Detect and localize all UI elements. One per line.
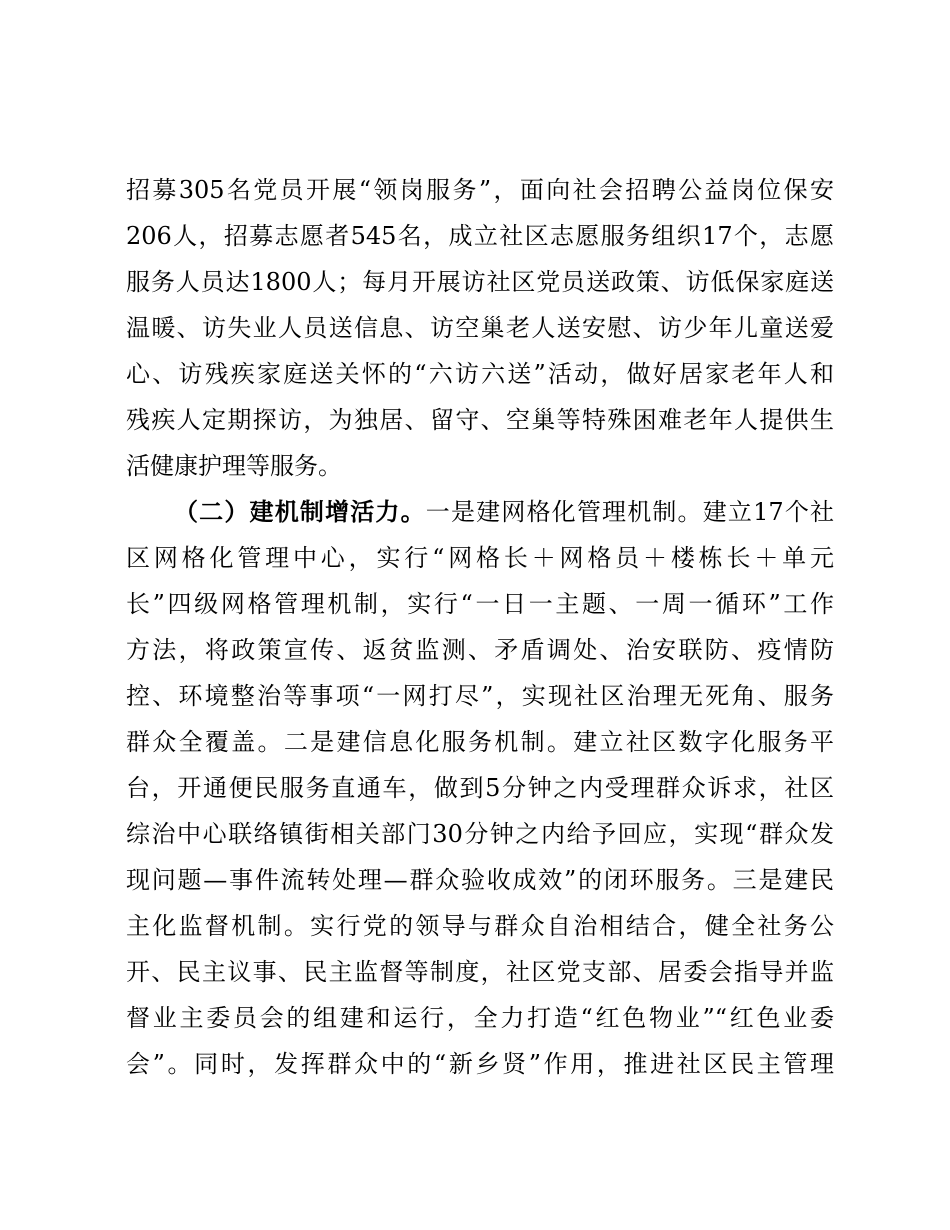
paragraph-1-line-7: 活健康护理等服务。 — [126, 452, 342, 480]
paragraph-1-line-3: 服务人员达1800人；每月开展访社区党员送政策、访低保家庭送 — [126, 268, 834, 296]
section-heading: （二）建机制增活力。 — [174, 497, 426, 526]
paragraph-1-line-6: 残疾人定期探访，为独居、留守、空巢等特殊困难老年人提供生 — [126, 406, 834, 434]
paragraph-1-line-1: 招募305名党员开展“领岗服务”，面向社会招聘公益岗位保安 — [126, 176, 834, 204]
paragraph-2-line-9: 现问题—事件流转处理—群众验收成效”的闭环服务。三是建民 — [126, 866, 834, 894]
paragraph-2-line-5: 控、环境整治等事项“一网打尽”，实现社区治理无死角、服务 — [126, 682, 834, 710]
paragraph-2-line-4: 方法，将政策宣传、返贫监测、矛盾调处、治安联防、疫情防 — [126, 636, 834, 664]
paragraph-2-line-1 — [174, 494, 834, 530]
paragraph-2-line-6: 群众全覆盖。二是建信息化服务机制。建立社区数字化服务平 — [126, 728, 834, 756]
paragraph-2-line-11: 开、民主议事、民主监督等制度，社区党支部、居委会指导并监 — [126, 958, 834, 986]
paragraph-2-line-10: 主化监督机制。实行党的领导与群众自治相结合，健全社务公 — [126, 912, 834, 940]
paragraph-1-line-4: 温暖、访失业人员送信息、访空巢老人送安慰、访少年儿童送爱 — [126, 314, 834, 342]
paragraph-2-line-13: 会”。同时，发挥群众中的“新乡贤”作用，推进社区民主管理 — [126, 1050, 834, 1078]
paragraph-2-line-3: 长”四级网格管理机制，实行“一日一主题、一周一循环”工作 — [126, 590, 834, 618]
paragraph-2-line-8: 综治中心联络镇街相关部门30分钟之内给予回应，实现“群众发 — [126, 820, 834, 848]
paragraph-2-line-2: 区网格化管理中心，实行“网格长＋网格员＋楼栋长＋单元 — [126, 544, 834, 572]
paragraph-2-line-1-text: 一是建网格化管理机制。建立17个社 — [425, 498, 834, 526]
paragraph-1-line-5: 心、访残疾家庭送关怀的“六访六送”活动，做好居家老年人和 — [126, 360, 834, 388]
paragraph-2-line-7: 台，开通便民服务直通车，做到5分钟之内受理群众诉求，社区 — [126, 774, 834, 802]
paragraph-1-line-2: 206人，招募志愿者545名，成立社区志愿服务组织17个，志愿 — [126, 222, 834, 250]
paragraph-2-line-12: 督业主委员会的组建和运行，全力打造“红色物业”“红色业委 — [126, 1004, 834, 1032]
